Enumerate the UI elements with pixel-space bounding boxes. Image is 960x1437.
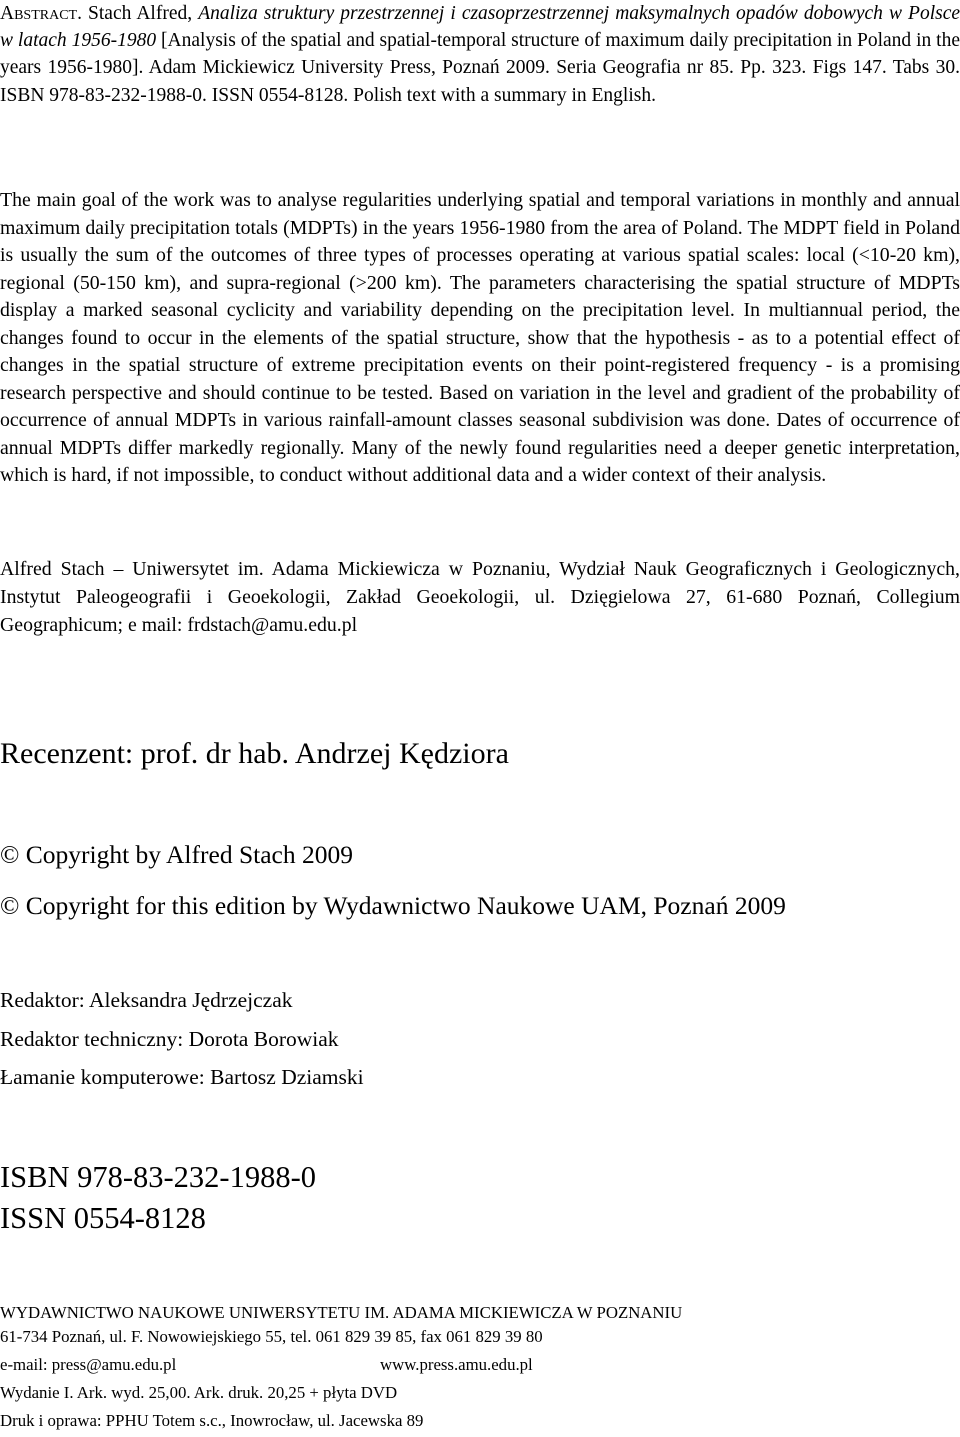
typesetting-line: Łamanie komputerowe: Bartosz Dziamski — [0, 1065, 364, 1089]
publisher-address: 61-734 Poznań, ul. F. Nowowiejskiego 55, tel. 061 829 39 85, fax 061 829 39 80 — [0, 1327, 543, 1346]
publisher-email: e-mail: press@amu.edu.pl — [0, 1355, 177, 1374]
abstract-label: Abstract. — [0, 3, 82, 24]
abstract-summary-text: The main goal of the work was to analyse regularities underlying spatial and temporal variations in monthly and annual maximum daily precipitation totals (MDPTs) in the years 1956-1980 from the area of Poland. The MDPT field in Poland is usually the sum of the outcomes of three types of processes operating at various spatial scales: local (<10-20 km), regional (50-150 km), and supra-regional (>200 km). The parameters characterising the spatial structure of MDPTs display a marked seasonal cyclicity and variability depending on the precipitation level. In multiannual period, the changes found to occur in the elements of the spatial structure, show that the hypothesis - as to a potential effect of changes in the spatial structure of extreme precipitation events on their point-registered frequency - is a promising research perspective and should continue to be tested. Based on variation in the level and gradient of the probability of occurrence of annual MDPTs in various rainfall-amount classes seasonal subdivision was done. Dates of occurrence of annual MDPTs differ markedly regionally. Many of the newly found regularities need a deeper genetic interpretation, which is hard, if not impossible, to conduct without additional data and a wider context of their analysis. — [0, 189, 960, 486]
publisher-website: www.press.amu.edu.pl — [380, 1355, 533, 1374]
abstract-block — [0, 0, 960, 109]
publisher-name: WYDAWNICTWO NAUKOWE UNIWERSYTETU IM. ADAMA MICKIEWICZA W POZNANIU — [0, 1303, 683, 1322]
abstract-paragraph — [0, 0, 960, 109]
isbn-number: ISBN 978-83-232-1988-0 — [0, 1160, 316, 1194]
editor-line: Redaktor: Aleksandra Jędrzejczak — [0, 988, 293, 1012]
abstract-bibliographic-details: [Analysis of the spatial and spatial-temporal structure of maximum daily precipitation in Poland in the years 1956-1980]. Adam Mickiewicz University Press, Poznań 2009. Seria Geografia nr 85. Pp. 323. Figs 147. Tabs 30. ISBN 978-83-232-1988-0. ISSN 0554-8128. Polish text with a summary in English. — [0, 30, 960, 106]
printing-details: Druk i oprawa: PPHU Totem s.c., Inowrocław, ul. Jacewska 89 — [0, 1411, 424, 1430]
copyright-author: © Copyright by Alfred Stach 2009 — [0, 840, 353, 869]
technical-editor-line: Redaktor techniczny: Dorota Borowiak — [0, 1027, 339, 1051]
reviewer-line: Recenzent: prof. dr hab. Andrzej Kędziora — [0, 737, 509, 770]
edition-details: Wydanie I. Ark. wyd. 25,00. Ark. druk. 20,25 + płyta DVD — [0, 1383, 398, 1402]
abstract-polish-title: Analiza struktury przestrzennej i czasoprzestrzennej maksymalnych opadów dobowych w Polsce w latach 1956-1980 — [0, 3, 960, 52]
issn-number: ISSN 0554-8128 — [0, 1201, 206, 1235]
abstract-author: Stach Alfred, — [88, 3, 193, 24]
copyright-edition: © Copyright for this edition by Wydawnictwo Naukowe UAM, Poznań 2009 — [0, 891, 786, 920]
author-affiliation: Alfred Stach – Uniwersytet im. Adama Mickiewicza w Poznaniu, Wydział Nauk Geograficznych i Geologicznych, Instytut Paleogeografii i Geoekologii, Zakład Geoekologii, ul. Dzięgielowa 27, 61-680 Poznań, Collegium Geographicum; e mail: frdstach@amu.edu.pl — [0, 558, 960, 636]
